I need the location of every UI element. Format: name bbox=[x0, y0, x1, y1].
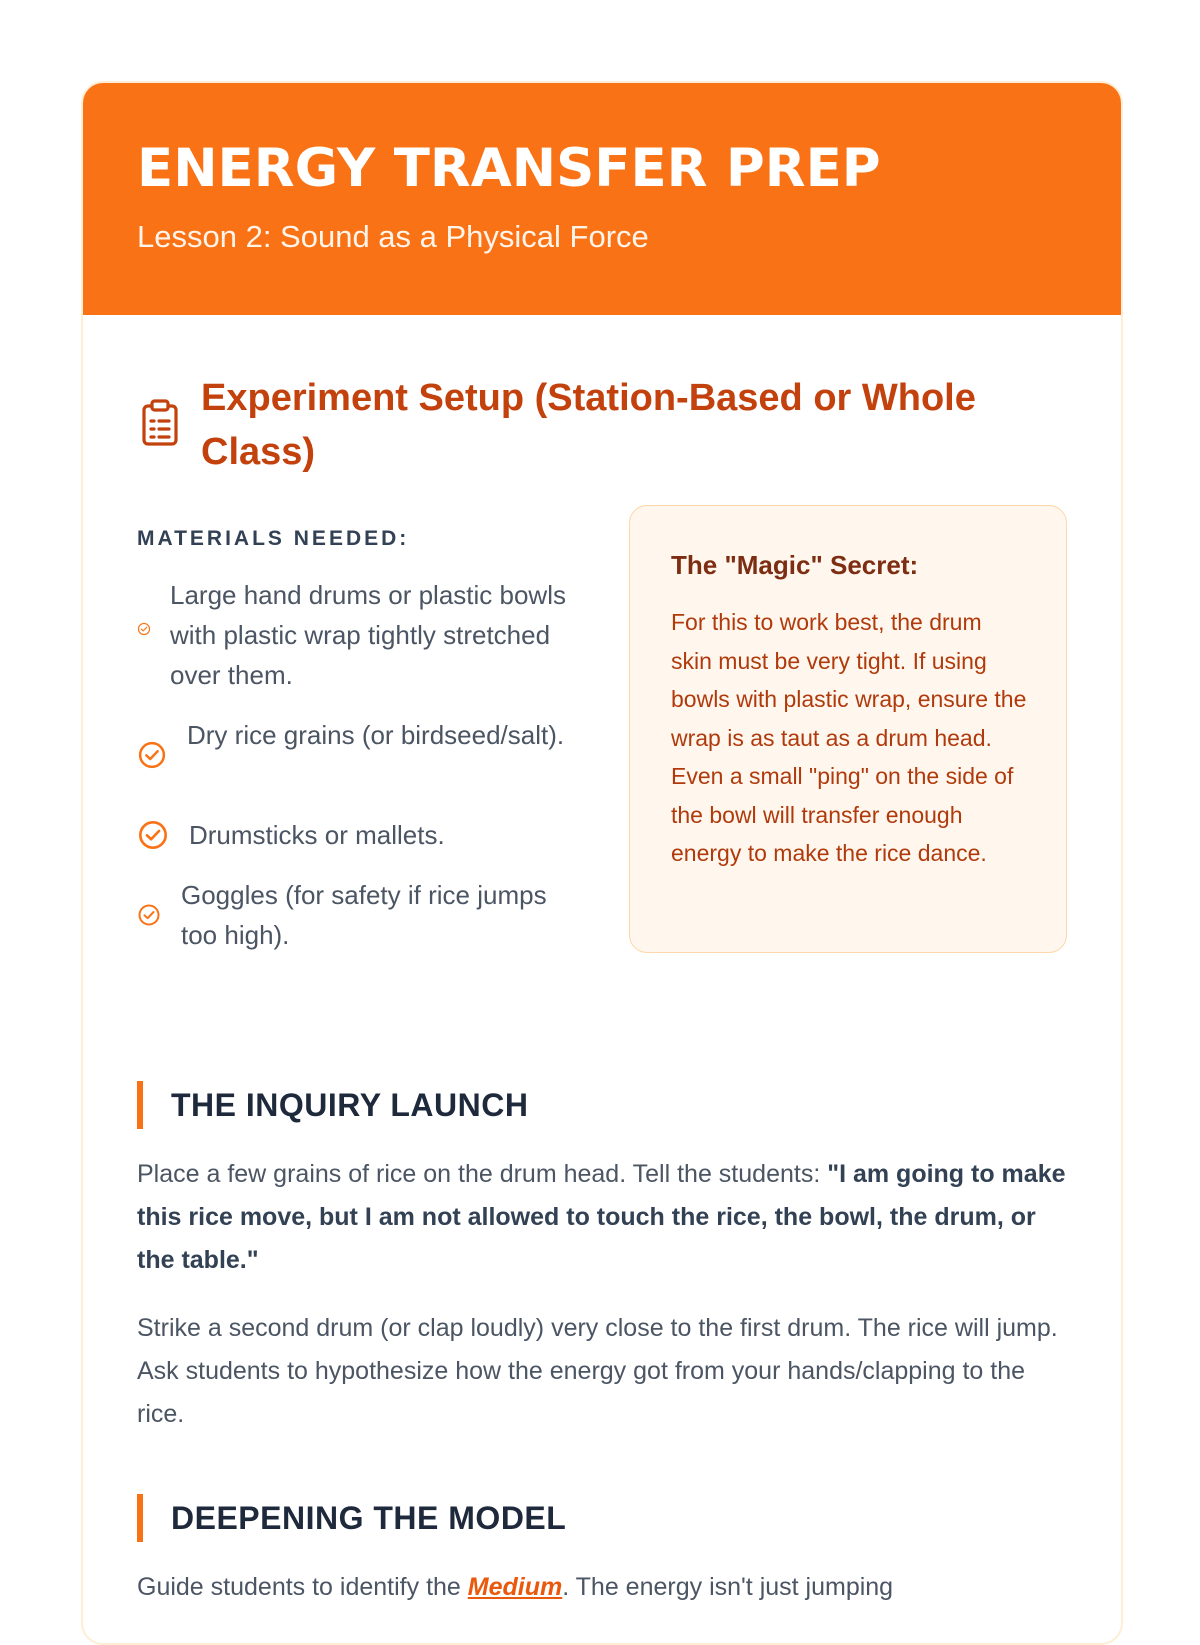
page-subtitle: Lesson 2: Sound as a Physical Force bbox=[137, 218, 649, 254]
list-item bbox=[137, 575, 577, 695]
inquiry-paragraph-2: Strike a second drum (or clap loudly) very close to the first drum. The rice will jump. Ask students to hypothesize how the energy got from your hands/clapping to the rice. bbox=[137, 1314, 1058, 1428]
accent-bar bbox=[137, 1081, 143, 1129]
deepening-tail-text: . The energy isn't just jumping bbox=[562, 1573, 894, 1601]
magic-secret-callout bbox=[629, 505, 1067, 953]
medium-term: Medium bbox=[467, 1573, 563, 1601]
list-item bbox=[137, 875, 561, 955]
callout-title: The "Magic" Secret: bbox=[671, 550, 919, 580]
setup-title: Experiment Setup (Station-Based or Whole Class) bbox=[201, 377, 976, 473]
list-item bbox=[137, 715, 577, 795]
inquiry-title: THE INQUIRY LAUNCH bbox=[171, 1087, 529, 1123]
inquiry-paragraph-1 bbox=[137, 1153, 1067, 1282]
header-banner bbox=[83, 83, 1121, 315]
deepening-title: DEEPENING THE MODEL bbox=[171, 1500, 567, 1536]
setup-row bbox=[137, 505, 1067, 1025]
inquiry-quote: "I am going to make this rice move, but I am not allowed to touch the rice, the bowl, the drum, or the table." bbox=[137, 1160, 1066, 1274]
materials-list bbox=[137, 575, 577, 955]
clipboard-icon bbox=[140, 399, 180, 447]
deepening-lead-text: Guide students to identify the bbox=[137, 1573, 468, 1601]
setup-heading bbox=[137, 371, 1067, 479]
check-circle-icon bbox=[137, 622, 151, 636]
material-text: Goggles (for safety if rice jumps too high). bbox=[181, 880, 547, 950]
check-circle-icon bbox=[137, 903, 161, 927]
callout-body: For this to work best, the drum skin must be very tight. If using bowls with plastic wrap, ensure the wrap is as taut as a drum head. Even a small "ping" on the side of the bowl will transfer enough energy to make the rice dance. bbox=[671, 609, 1027, 866]
inquiry-heading bbox=[137, 1081, 1067, 1129]
check-circle-icon bbox=[137, 740, 167, 770]
material-text: Large hand drums or plastic bowls with plastic wrap tightly stretched over them. bbox=[170, 580, 566, 690]
lesson-card bbox=[81, 81, 1123, 1645]
lesson-content bbox=[83, 371, 1121, 1609]
deepening-paragraph-1 bbox=[137, 1566, 1067, 1609]
check-circle-icon bbox=[137, 819, 169, 851]
list-item bbox=[137, 815, 577, 855]
inquiry-lead-text: Place a few grains of rice on the drum head. Tell the students: bbox=[137, 1160, 828, 1188]
material-text: Drumsticks or mallets. bbox=[189, 820, 445, 850]
accent-bar bbox=[137, 1494, 143, 1542]
material-text: Dry rice grains (or birdseed/salt). bbox=[187, 720, 565, 750]
materials-label: MATERIALS NEEDED: bbox=[137, 527, 410, 550]
deepening-heading bbox=[137, 1494, 1067, 1542]
page-title: ENERGY TRANSFER PREP bbox=[137, 138, 881, 199]
